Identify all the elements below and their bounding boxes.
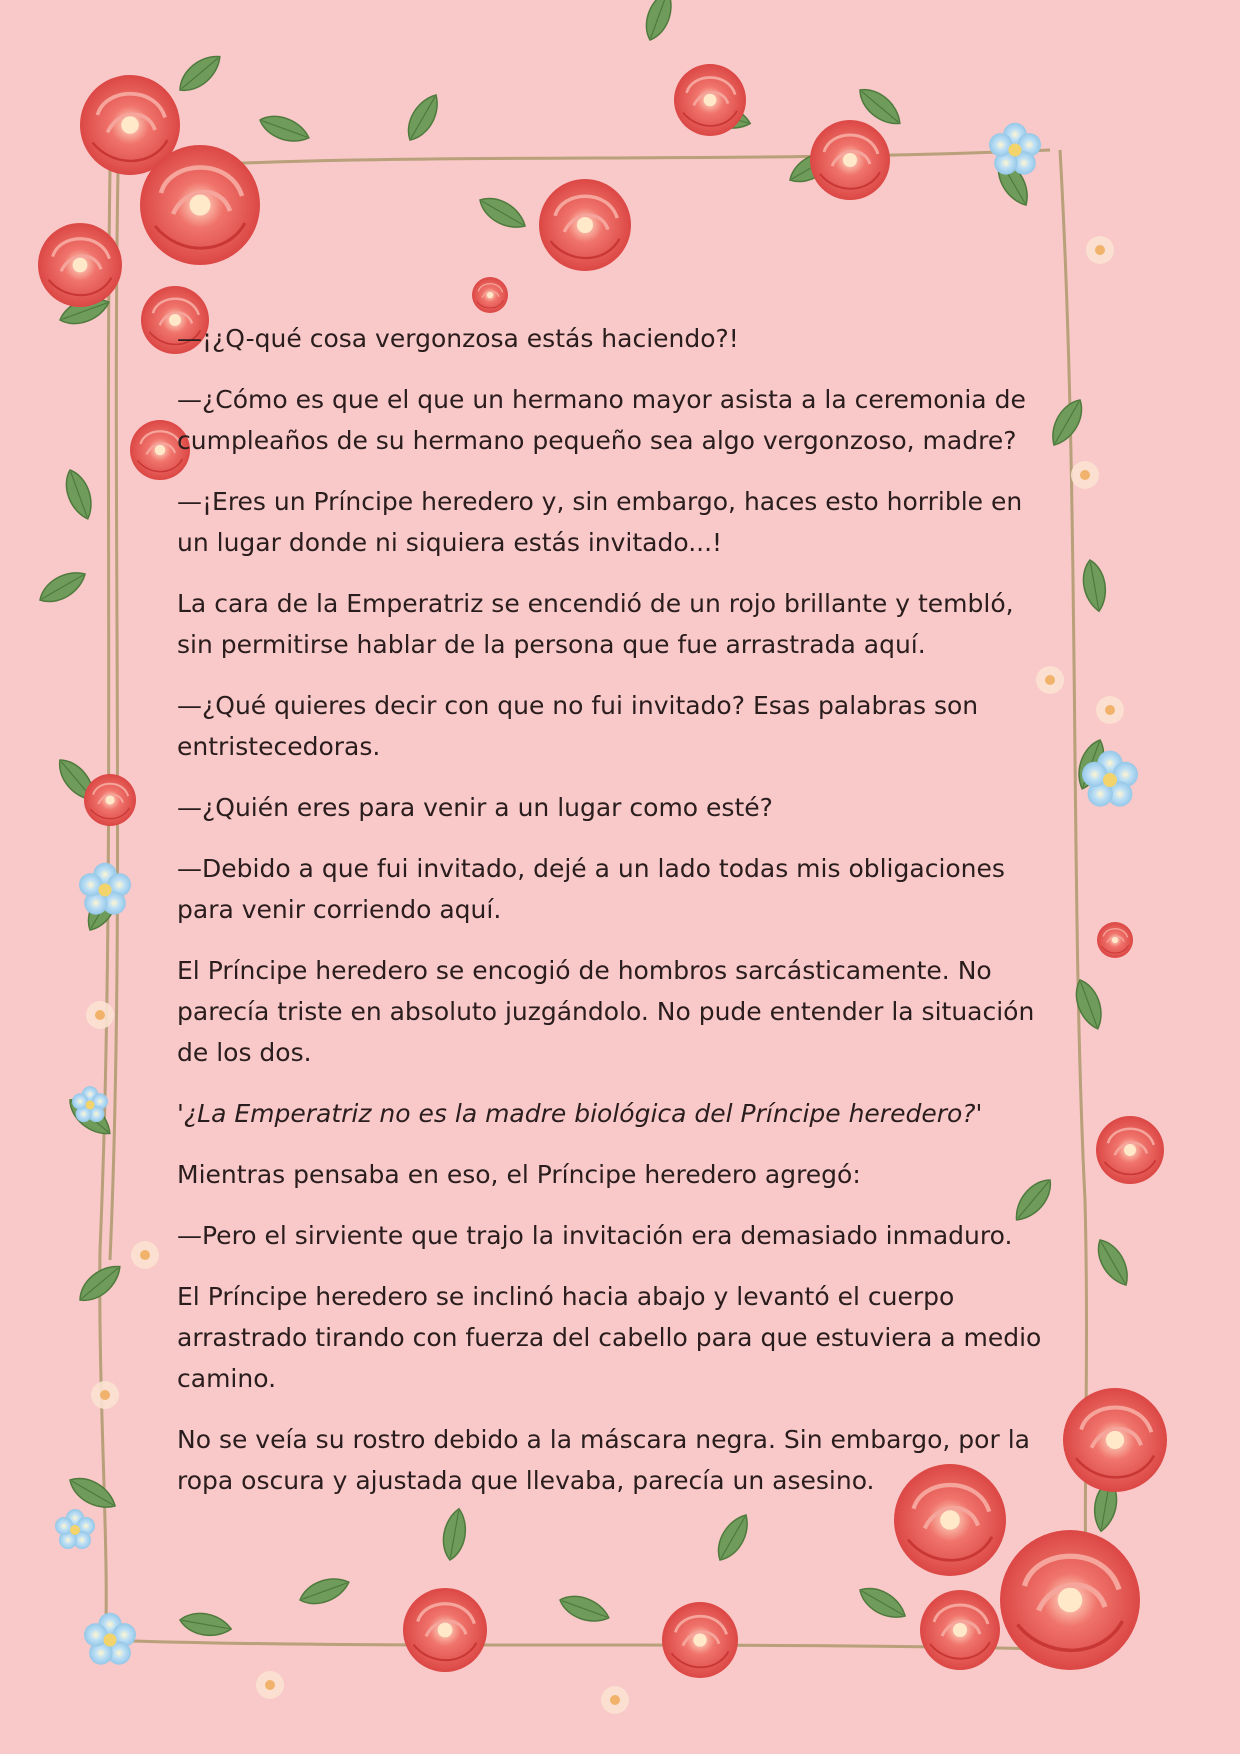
paragraph: —Debido a que fui invitado, dejé a un lado todas mis obligaciones para venir corriendo aquí. — [177, 854, 1005, 924]
paragraph: —¿Quién eres para venir a un lugar como esté? — [177, 793, 773, 822]
paragraph: El Príncipe heredero se encogió de hombros sarcásticamente. No parecía triste en absoluto juzgándolo. No pude entender la situación de los dos. — [177, 956, 1035, 1067]
paragraph: No se veía su rostro debido a la máscara negra. Sin embargo, por la ropa oscura y ajustada que llevaba, parecía un asesino. — [177, 1425, 1030, 1495]
paragraph: Mientras pensaba en eso, el Príncipe heredero agregó: — [177, 1160, 861, 1189]
paragraph: —¿Qué quieres decir con que no fui invitado? Esas palabras son entristecedoras. — [177, 691, 979, 761]
paragraph: —¿Cómo es que el que un hermano mayor asista a la ceremonia de cumpleaños de su hermano pequeño sea algo vergonzoso, madre? — [177, 385, 1026, 455]
story-text — [177, 318, 1057, 1521]
paragraph: El Príncipe heredero se inclinó hacia abajo y levantó el cuerpo arrastrado tirando con fuerza del cabello para que estuviera a medio camino. — [177, 1282, 1042, 1393]
paragraph: La cara de la Emperatriz se encendió de un rojo brillante y tembló, sin permitirse hablar de la persona que fue arrastrada aquí. — [177, 589, 1014, 659]
paragraph: —¡¿Q-qué cosa vergonzosa estás haciendo?! — [177, 324, 739, 353]
thought-paragraph: '¿La Emperatriz no es la madre biológica del Príncipe heredero?' — [177, 1099, 983, 1128]
paragraph: —Pero el sirviente que trajo la invitación era demasiado inmaduro. — [177, 1221, 1013, 1250]
paragraph: —¡Eres un Príncipe heredero y, sin embargo, haces esto horrible en un lugar donde ni siquiera estás invitado...! — [177, 487, 1023, 557]
